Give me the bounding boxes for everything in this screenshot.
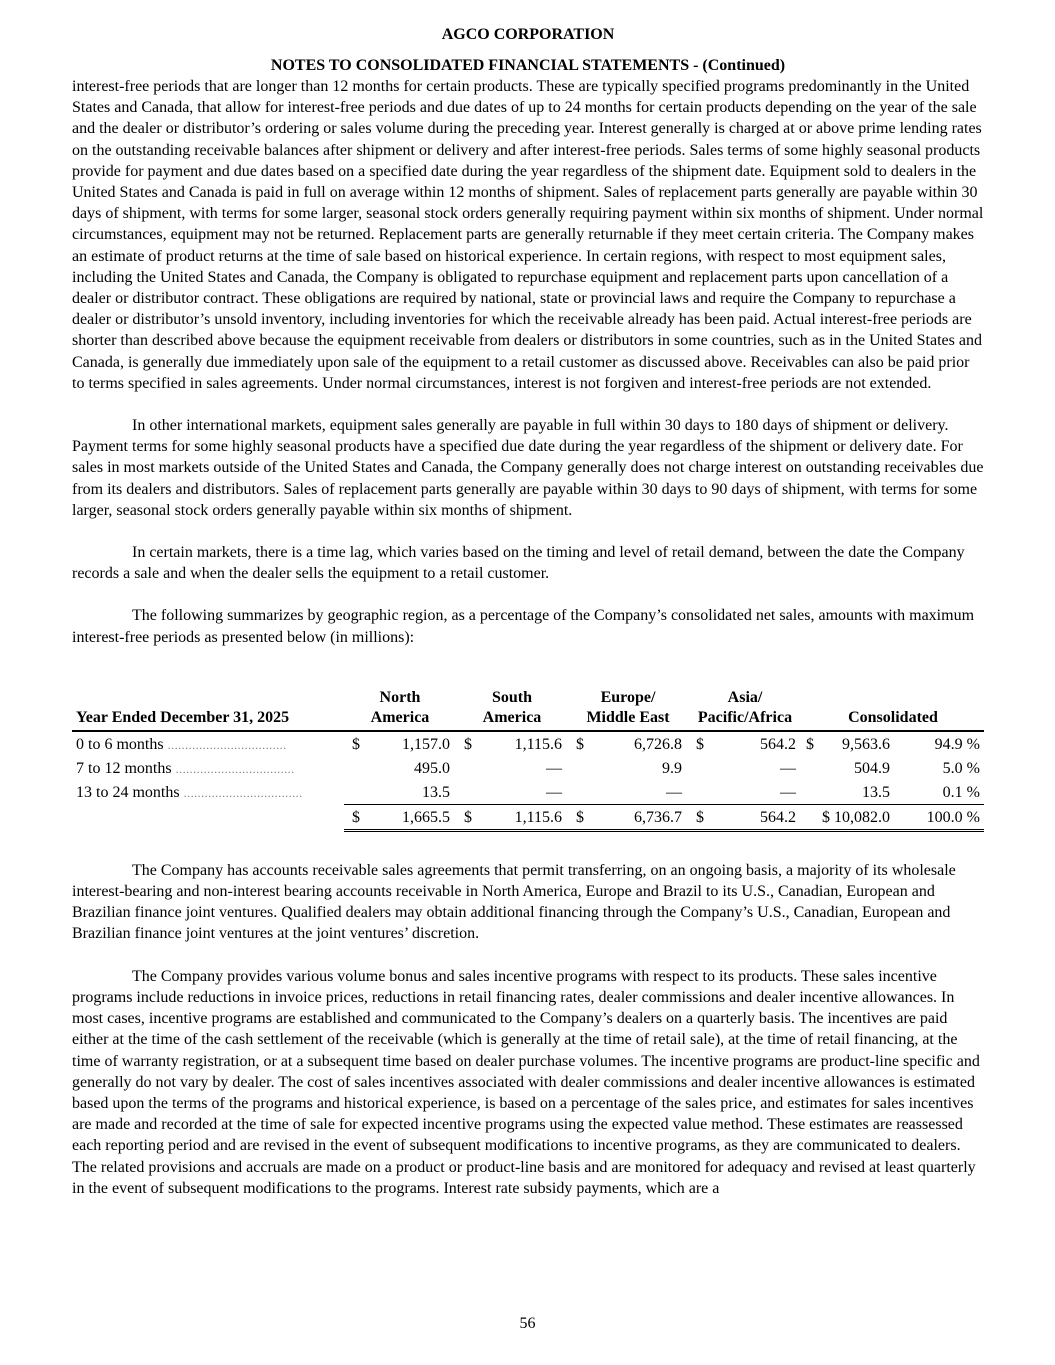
- dollar-sign: $: [464, 735, 472, 753]
- cell-percent: 5.0 %: [942, 759, 980, 777]
- column-header-asia-pacific-africa: [688, 688, 802, 731]
- total-percent: 100.0 %: [896, 804, 984, 830]
- dollar-sign: [568, 756, 590, 780]
- cell-consolidated: 504.9: [854, 759, 890, 777]
- cell-consolidated-value: 9,563.6: [842, 735, 890, 753]
- cell-consolidated: [802, 731, 896, 756]
- total-north-america: 1,665.5: [366, 804, 456, 830]
- paragraph-international-markets: In other international markets, equipment sales generally are payable in full within 30 days to 180 days of shipment or delivery. Payment terms for some highly seasonal products have a specified due date during the year regardless of the shipment or delivery date. For sales in most markets outside of the United States and Canada, the Company generally does not charge interest on outstanding receivables due from its dealers and distributors. Sales of replacement parts generally are payable within 30 days to 90 days of shipment, with terms for some larger, seasonal stock orders generally payable within six months of shipment.: [72, 417, 984, 519]
- total-consolidated: $ 10,082.0: [802, 804, 896, 830]
- total-europe-middle-east: 6,736.7: [590, 804, 688, 830]
- column-header-line1: South: [491, 688, 533, 706]
- dollar-sign: $: [688, 804, 710, 830]
- dot-leader: ..................................: [167, 737, 287, 752]
- column-header-south-america: [456, 688, 568, 731]
- cell-north-america: 13.5: [422, 783, 450, 801]
- total-south-america: 1,115.6: [478, 804, 568, 830]
- paragraph-payment-terms: interest-free periods that are longer than 12 months for certain products. These are typically specified programs predominantly in the United States and Canada, that allow for interest-free periods and due dates of up to 24 months for certain products depending on the year of the sale and the dealer or distributor’s ordering or sales volume during the preceding year. Interest generally is charged at or above prime lending rates on the outstanding receivable balances after shipment or delivery and after interest-free periods. Sales terms of some highly seasonal products provide for payment and due dates based on a specified date during the year regardless of the shipment date. Equipment sold to dealers in the United States and Canada is paid in full on average within 12 months of shipment. Sales of replacement parts generally are payable within 30 days of shipment, with terms for some larger, seasonal stock orders generally requiring payment within six months of shipment. Under normal circumstances, equipment may not be returned. Replacement parts are generally returnable if they meet certain criteria. The Company makes an estimate of product returns at the time of sale based on historical experience. In certain regions, with respect to most equipment sales, including the United States and Canada, the Company is obligated to repurchase equipment and replacement parts upon cancellation of a dealer or distributor contract. These obligations are required by national, state or provincial laws and require the Company to repurchase a dealer or distributor’s unsold inventory, including inventories for which the receivable already has been paid. Actual interest-free periods are shorter than described above because the equipment receivable from dealers or distributors in some countries, such as in the United States and Canada, is generally due immediately upon sale of the equipment to a retail customer as discussed above. Receivables can also be paid prior to terms specified in sales agreements. Under normal circumstances, interest is not forgiven and interest-free periods are not extended.: [72, 78, 984, 392]
- dollar-sign: $: [568, 804, 590, 830]
- column-header-line1: Europe/: [600, 688, 656, 706]
- dollar-sign: [456, 756, 478, 780]
- table-total-row: [72, 804, 984, 830]
- paragraph-time-lag: In certain markets, there is a time lag, which varies based on the timing and level of retail demand, between the date the Company records a sale and when the dealer sells the equipment to a retail customer.: [72, 544, 965, 583]
- cell-percent: 94.9 %: [934, 735, 980, 753]
- cell-south-america: —: [546, 759, 562, 777]
- table-row: [72, 731, 984, 756]
- dollar-sign: $: [696, 735, 704, 753]
- cell-asia-pacific-africa: —: [780, 759, 796, 777]
- dollar-sign: $: [456, 804, 478, 830]
- paragraph-receivable-sales-agreements: The Company has accounts receivable sales agreements that permit transferring, on an ongoing basis, a majority of its wholesale interest-bearing and non-interest bearing accounts receivable in North America, Europe and Brazil to its U.S., Canadian, European and Brazilian finance joint ventures. Qualified dealers may obtain additional financing through the Company’s U.S., Canadian, European and Brazilian finance joint ventures at the joint ventures’ discretion.: [72, 861, 956, 943]
- total-label-blank: [72, 804, 344, 830]
- row-label-text: 13 to 24 months: [76, 784, 180, 802]
- table-row: [72, 756, 984, 780]
- dot-leader: ..................................: [183, 786, 303, 801]
- column-header-europe-middle-east: [568, 688, 688, 731]
- dollar-sign: [456, 780, 478, 805]
- row-label: [72, 731, 344, 756]
- dollar-sign: [688, 756, 710, 780]
- dollar-sign: [688, 780, 710, 805]
- company-title: AGCO CORPORATION: [441, 26, 615, 43]
- cell-percent: 0.1 %: [942, 783, 980, 801]
- cell-europe-middle-east: 9.9: [662, 759, 682, 777]
- column-header-line2: Pacific/Africa: [697, 708, 793, 726]
- cell-south-america: —: [546, 783, 562, 801]
- column-header-consolidated: Consolidated: [802, 688, 984, 731]
- cell-asia-pacific-africa: —: [780, 783, 796, 801]
- cell-europe-middle-east: 6,726.8: [634, 735, 682, 753]
- cell-asia-pacific-africa: 564.2: [760, 735, 796, 753]
- notes-title: NOTES TO CONSOLIDATED FINANCIAL STATEMENTS - (Continued): [270, 57, 786, 74]
- table-header-row: [72, 688, 984, 731]
- dollar-sign: $: [352, 735, 360, 753]
- paragraph-table-intro: The following summarizes by geographic region, as a percentage of the Company’s consolidated net sales, amounts with maximum interest-free periods as presented below (in millions):: [72, 607, 975, 646]
- dot-leader: ..................................: [175, 761, 295, 776]
- total-asia-pacific-africa: 564.2: [710, 804, 802, 830]
- row-label-text: 0 to 6 months: [76, 735, 164, 753]
- dollar-sign: [568, 780, 590, 805]
- row-label-text: 7 to 12 months: [76, 759, 172, 777]
- table-heading-year: Year Ended December 31, 2025: [72, 688, 344, 731]
- column-header-north-america: [344, 688, 456, 731]
- dollar-sign: [344, 780, 366, 805]
- column-header-line1: Asia/: [727, 688, 763, 706]
- column-header-line2: Middle East: [586, 708, 670, 726]
- column-header-line2: America: [370, 708, 430, 726]
- dollar-sign: $: [806, 735, 814, 753]
- document-page: [72, 24, 984, 1199]
- cell-consolidated: 13.5: [862, 783, 890, 801]
- row-label: [72, 780, 344, 805]
- interest-free-periods-table: [72, 688, 984, 832]
- dollar-sign: $: [576, 735, 584, 753]
- column-header-line1: North: [379, 688, 421, 706]
- dollar-sign: [344, 756, 366, 780]
- cell-north-america: 1,157.0: [402, 735, 450, 753]
- table-row: [72, 780, 984, 805]
- cell-south-america: 1,115.6: [514, 735, 562, 753]
- row-label: [72, 756, 344, 780]
- page-number: 56: [519, 1315, 536, 1332]
- cell-europe-middle-east: —: [666, 783, 682, 801]
- column-header-line2: America: [482, 708, 542, 726]
- dollar-sign: $: [344, 804, 366, 830]
- cell-north-america: 495.0: [414, 759, 450, 777]
- paragraph-sales-incentives: The Company provides various volume bonus and sales incentive programs with respect to its products. These sales incentive programs include reductions in invoice prices, reductions in retail financing rates, dealer commissions and dealer incentive allowances. In most cases, incentive programs are established and communicated to the Company’s dealers on a quarterly basis. The incentives are paid either at the time of the cash settlement of the receivable (which is generally at the time of retail sale), at the time of retail financing, at the time of warranty registration, or at a subsequent time based on dealer purchase volumes. The incentive programs are product-line specific and generally do not vary by dealer. The cost of sales incentives associated with dealer commissions and dealer incentive allowances is estimated based upon the terms of the programs and historical experience, is based on a percentage of the sales price, and estimates for sales incentives are made and recorded at the time of sale for expected incentive programs using the expected value method. These estimates are reassessed each reporting period and are revised in the event of subsequent modifications to incentive programs, as they are communicated to dealers. The related provisions and accruals are made on a product or product-line basis and are monitored for adequacy and revised at least quarterly in the event of subsequent modifications to the programs. Interest rate subsidy payments, which are a: [72, 967, 980, 1197]
